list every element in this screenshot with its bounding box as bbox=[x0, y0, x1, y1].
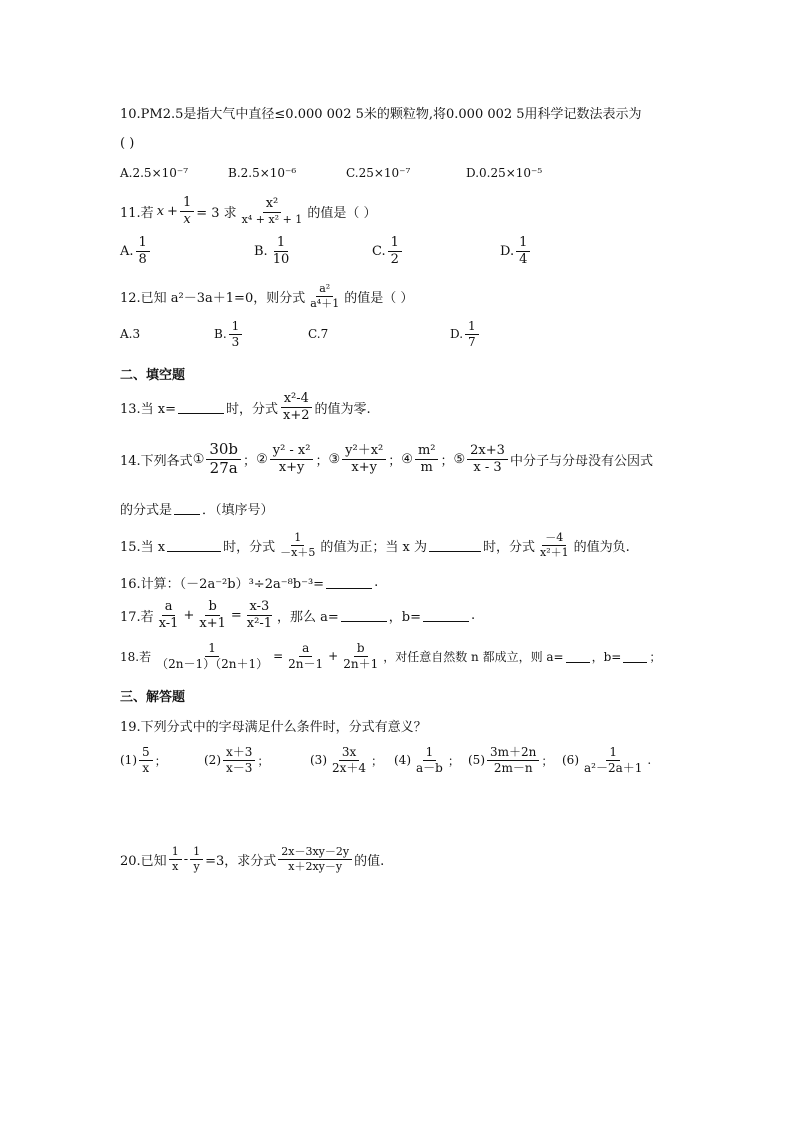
q18-fraction-lhs: $\frac{1}{(2n-1)(2n+1)}$ bbox=[156, 641, 269, 671]
q19-item-5: (5) $\frac{3m+2n}{2m-n}$ ； bbox=[468, 745, 554, 775]
q20-fraction-main: $\frac{2x-3xy-2y}{x+2xy-y}$ bbox=[278, 846, 352, 872]
q18-fraction-b: $\frac{b}{2n+1}$ bbox=[343, 641, 379, 671]
q15-fraction-2: $\frac{-4}{\text{x²＋1}}$ bbox=[539, 531, 569, 559]
q14-item-3: $\frac{\text{y²＋x²}}{x+y}$ bbox=[342, 444, 386, 474]
q11-option-a: A. $\frac{1}{8}$ bbox=[120, 236, 254, 266]
q18-blank-b[interactable] bbox=[623, 650, 647, 663]
q20: 20.已知 $\frac{1}{x}$ - $\frac{1}{y}$ =3，求分式 $\frac{2x-3xy-2y}{x+2xy-y}$ 的值. bbox=[120, 845, 385, 873]
q10-options bbox=[120, 166, 542, 180]
q15-blank-2[interactable] bbox=[429, 539, 481, 552]
q14: 14.下列各式 ① $\frac{30b}{27a}$ ； ② $\frac{\text{y² - x²}}{x+y}$ ； ③ $\frac{\text{y²＋x²}}{x+y}$ ； ④ $\frac{\text{m²}}{m}$ ； ⑤ $\frac{2x+3}{x - 3}$ 中分子与分母没有公因式 bbox=[120, 440, 653, 477]
q11-fraction-1-over-x: $\frac{1}{x}$ bbox=[180, 196, 194, 226]
q16-blank[interactable] bbox=[326, 576, 372, 589]
q11-option-d: D. $\frac{1}{4}$ bbox=[500, 236, 532, 266]
q18-fraction-a: $\frac{a}{2n-1}$ bbox=[288, 641, 324, 671]
q19-item-6: (6) $\frac{1}{\text{a²－2a＋1}}$ . bbox=[562, 745, 652, 775]
q14-item-4: $\frac{\text{m²}}{m}$ bbox=[415, 444, 439, 474]
q19-items bbox=[120, 746, 651, 774]
q19-stem: 19.下列分式中的字母满足什么条件时，分式有意义？ bbox=[120, 720, 427, 735]
q19-item-4: (4) $\frac{1}{a-b}$ ； bbox=[394, 745, 460, 775]
q10-option-a: A.2.5×10⁻⁷ bbox=[120, 166, 189, 180]
q12-stem: 12.已知 a²－3a＋1=0，则分式 $\frac{\text{a²}}{\text{a⁴＋1}}$ 的值是（ ） bbox=[120, 282, 414, 310]
q14-item-2: $\frac{\text{y² - x²}}{x+y}$ bbox=[270, 444, 314, 474]
q19-item-1: (1) $\frac{5}{x}$ ； bbox=[120, 745, 167, 775]
q14-item-1: $\frac{30b}{27a}$ bbox=[206, 442, 241, 477]
q15-fraction-1: $\frac{1}{-x+5}$ bbox=[280, 531, 316, 559]
q15-blank-1[interactable] bbox=[167, 539, 221, 552]
section-solve-heading: 三、解答题 bbox=[120, 690, 186, 705]
q17: 17.若 $\frac{a}{x-1}$ + $\frac{b}{x+1}$ = $\frac{x-3}{\text{x²-1}}$ ，那么 a= ，b= . bbox=[120, 599, 476, 631]
q12-option-a: A.3 bbox=[120, 327, 141, 342]
q11-options bbox=[120, 236, 532, 266]
q11-fraction-main: $\frac{\text{x²}}{\text{x⁴ + x² + 1}}$ bbox=[241, 196, 303, 226]
q10-option-d: D.0.25×10⁻⁵ bbox=[466, 166, 543, 180]
q18: 18.若 $\frac{1}{(2n-1)(2n+1)}$ = $\frac{a}{2n-1}$ + $\frac{b}{2n+1}$ ，对任意自然数 n 都成立，则 a= ，b= ； bbox=[120, 641, 662, 671]
q11-stem: 11.若 x + $\frac{1}{x}$ = 3 求 $\frac{\text{x²}}{\text{x⁴ + x² + 1}}$ 的值是（ ） bbox=[120, 195, 377, 227]
q11-option-c: C. $\frac{1}{2}$ bbox=[372, 236, 500, 266]
q13-blank[interactable] bbox=[178, 401, 224, 414]
q13: 13.当 x= 时，分式 $\frac{\text{x²-4}}{x+2}$ 的值为零. bbox=[120, 391, 371, 423]
q17-fraction-rhs: $\frac{x-3}{\text{x²-1}}$ bbox=[246, 599, 272, 631]
q18-blank-a[interactable] bbox=[566, 650, 590, 663]
q17-fraction-b: $\frac{b}{x+1}$ bbox=[199, 599, 226, 631]
q20-fraction-1-over-x: $\frac{1}{x}$ bbox=[169, 846, 182, 872]
q19-item-2: (2) $\frac{x+3}{x-3}$ ； bbox=[204, 745, 270, 775]
q10-paren: ( ) bbox=[120, 136, 135, 151]
q15: 15.当 x 时，分式 $\frac{1}{-x+5}$ 的值为正；当 x 为 时，分式 $\frac{-4}{\text{x²＋1}}$ 的值为负. bbox=[120, 531, 630, 559]
q12-fraction: $\frac{\text{a²}}{\text{a⁴＋1}}$ bbox=[310, 282, 340, 310]
q10-stem: 10.PM2.5是指大气中直径≤0.000 002 5米的颗粒物,将0.000 002 5用科学记数法表示为 bbox=[120, 107, 642, 122]
q12-options bbox=[120, 320, 481, 348]
q13-fraction: $\frac{\text{x²-4}}{x+2}$ bbox=[280, 392, 313, 422]
q10-option-c: C.25×10⁻⁷ bbox=[346, 166, 411, 180]
q14-line2: 的分式是 ．（填序号） bbox=[120, 503, 274, 518]
q14-item-5: $\frac{2x+3}{x - 3}$ bbox=[467, 444, 508, 474]
q10-option-b: B.2.5×10⁻⁶ bbox=[228, 166, 297, 180]
q12-option-b: B. $\frac{1}{3}$ bbox=[214, 320, 308, 348]
section-fill-in-heading: 二、填空题 bbox=[120, 368, 186, 383]
q16: 16.计算：（－2a⁻²b）³÷2a⁻⁸b⁻³= . bbox=[120, 575, 379, 592]
q12-option-c: C.7 bbox=[308, 327, 329, 342]
q20-fraction-1-over-y: $\frac{1}{y}$ bbox=[190, 846, 203, 872]
q14-blank[interactable] bbox=[174, 502, 200, 515]
q11-option-b: B. $\frac{1}{10}$ bbox=[254, 235, 290, 267]
q19-item-3: (3) $\frac{3x}{2x+4}$ ； bbox=[310, 745, 384, 775]
q17-fraction-a: $\frac{a}{x-1}$ bbox=[158, 599, 179, 631]
q12-option-d: D. $\frac{1}{7}$ bbox=[450, 320, 481, 348]
q17-blank-a[interactable] bbox=[341, 609, 387, 622]
q17-blank-b[interactable] bbox=[423, 609, 469, 622]
